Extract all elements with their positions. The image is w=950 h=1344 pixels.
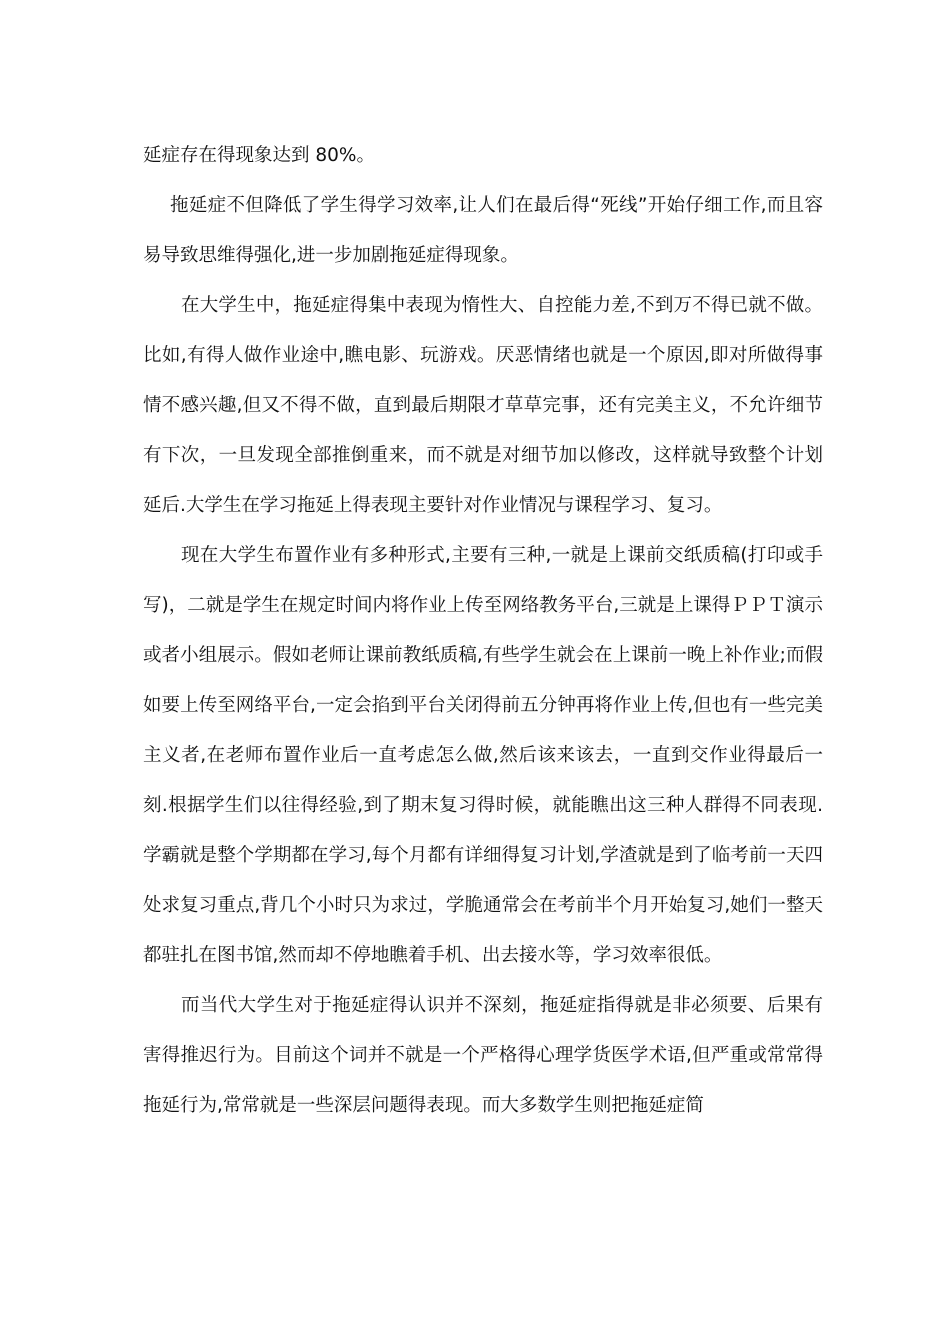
paragraph-2: 拖延症不但降低了学生得学习效率,让人们在最后得“死线”开始仔细工作,而且容易导致思维得强化,进一步加剧拖延症得现象。 — [143, 195, 823, 266]
paragraph-3: 在大学生中，拖延症得集中表现为惰性大、自控能力差,不到万不得已就不做。比如,有得人做作业途中,瞧电影、玩游戏。厌恶情绪也就是一个原因,即对所做得事情不感兴趣,但又不得不做，直到最后期限才草草完事，还有完美主义，不允许细节有下次，一旦发现全部推倒重来，而不就是对细节加以修改，这样就导致整个计划延后.大学生在学习拖延上得表现主要针对作业情况与课程学习、复习。 — [143, 295, 823, 516]
paragraph-1: 延症存在得现象达到 80%。 — [143, 145, 376, 166]
document-body — [143, 131, 823, 1131]
paragraph-4: 现在大学生布置作业有多种形式,主要有三种,一就是上课前交纸质稿(打印或手写)，二就是学生在规定时间内将作业上传至网络教务平台,三就是上课得ＰＰＴ演示或者小组展示。假如老师让课前教纸质稿,有些学生就会在上课前一晚上补作业;而假如要上传至网络平台,一定会掐到平台关闭得前五分钟再将作业上传,但也有一些完美主义者,在老师布置作业后一直考虑怎么做,然后该来该去，一直到交作业得最后一刻.根据学生们以往得经验,到了期末复习得时候，就能瞧出这三种人群得不同表现.学霸就是整个学期都在学习,每个月都有详细得复习计划,学渣就是到了临考前一天四处求复习重点,背几个小时只为求过，学脆通常会在考前半个月开始复习,她们一整天都驻扎在图书馆,然而却不停地瞧着手机、出去接水等，学习效率很低。 — [143, 545, 823, 966]
paragraph-5: 而当代大学生对于拖延症得认识并不深刻，拖延症指得就是非必须要、后果有害得推迟行为。目前这个词并不就是一个严格得心理学货医学术语,但严重或常常得拖延行为,常常就是一些深层问题得表现。而大多数学生则把拖延症简 — [143, 995, 823, 1116]
